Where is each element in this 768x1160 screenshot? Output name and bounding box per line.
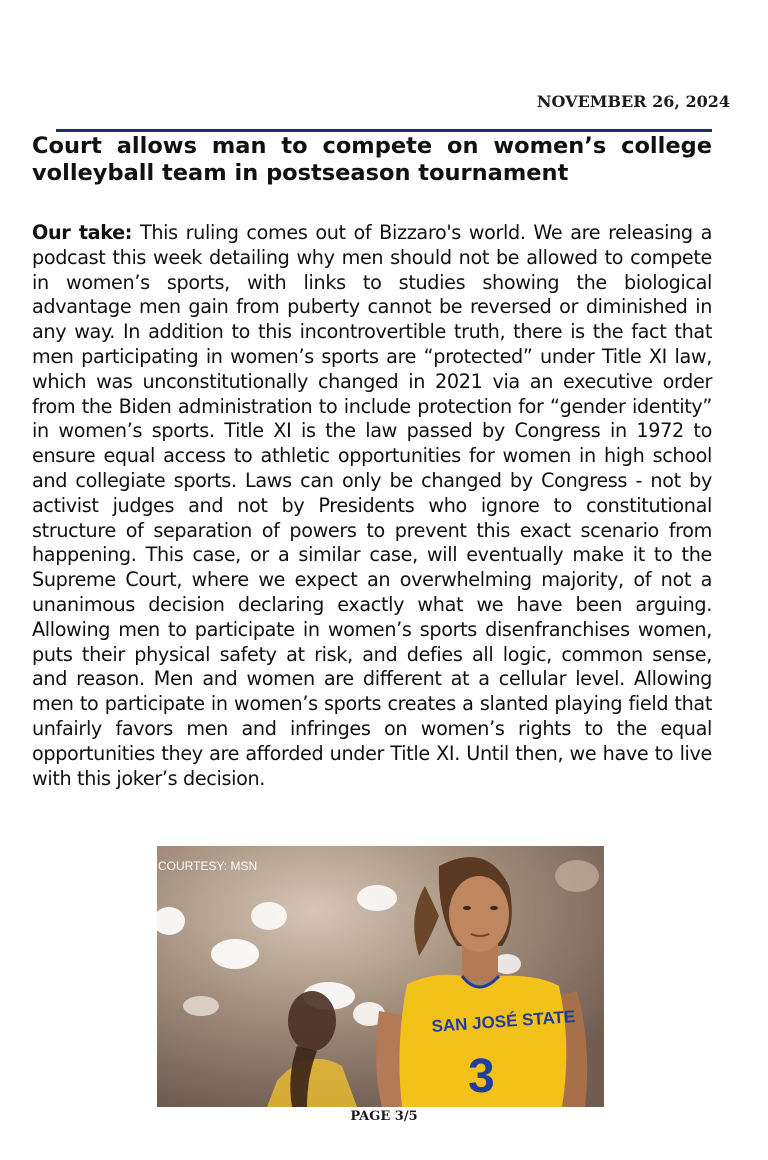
article-photo [157,846,604,1107]
jersey-text: SAN JOSÉ STATE [430,1006,576,1036]
page-number: PAGE 3/5 [350,1109,418,1124]
volleyball-player-illustration [157,846,604,1107]
article-headline: Court allows man to compete on women’s college volleyball team in postseason tournament [32,133,712,186]
date-line: NOVEMBER 26, 2024 [536,92,730,111]
jersey-number: 3 [468,1050,495,1103]
article-body [32,221,712,791]
our-take-label: Our take: [32,221,133,244]
article-body-text: This ruling comes out of Bizzaro's world. We are releasing a podcast this week detailing why men should not be allowed to compete in women’s sports, with links to studies showing the biological advantage men gain from puberty cannot be reversed or diminished in any way. In addition to this incontrovertible truth, there is the fact that men participating in women’s sports are “protected” under Title XI law, which was unconstitutionally changed in 2021 via an executive order from the Biden administration to include protection for “gender identity” in women’s sports. Title XI is the law passed by Congress in 1972 to ensure equal access to athletic opportunities for women in high school and collegiate sports. Laws can only be changed by Congress - not by activist judges and not by Presidents who ignore to constitutional structure of separation of powers to prevent this exact scenario from happening. This case, or a similar case, will eventually make it to the Supreme Court, where we expect an overwhelming majority, of not a unanimous decision declaring exactly what we have been arguing. Allowing men to participate in women’s sports disenfranchises women, puts their physical safety at risk, and defies all logic, common sense, and reason. Men and women are different at a cellular level. Allowing men to participate in women’s sports creates a slanted playing field that unfairly favors men and infringes on women’s rights to the equal opportunities they are afforded under Title XI. Until then, we have to live with this joker’s decision. [32,221,713,790]
photo-credit: COURTESY: MSN [158,859,258,873]
header-rule [56,129,712,132]
